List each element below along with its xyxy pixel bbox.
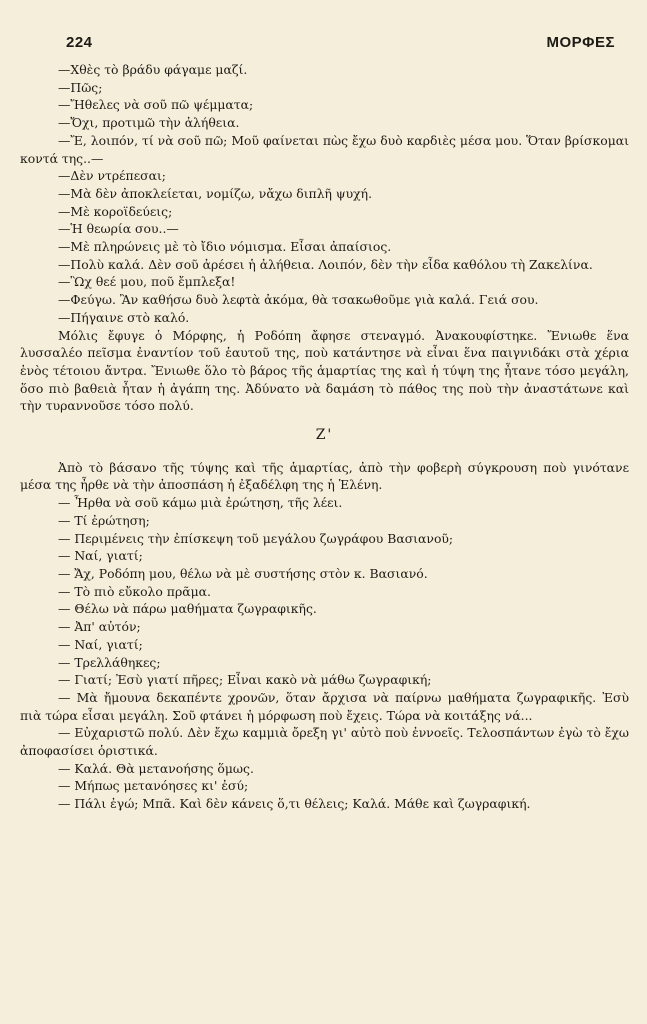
dialogue-line: —Ἔ, λοιπόν, τί νὰ σοῦ πῶ; Μοῦ φαίνεται πὼς ἔχω δυὸ καρδιὲς μέσα μου. Ὅταν βρίσκομαι κοντά της..— — [20, 132, 629, 166]
dialogue-line: —Ἤθελες νὰ σοῦ πῶ ψέμματα; — [58, 97, 254, 113]
dialogue-line: — Ἦρθα νὰ σοῦ κάμω μιὰ ἐρώτηση, τῆς λέει. — [58, 495, 343, 511]
dialogue-line: — Πάλι ἐγώ; Μπᾶ. Καὶ δὲν κάνεις ὅ,τι θέλεις; Καλά. Μάθε καὶ ζωγραφική. — [58, 796, 531, 812]
dialogue-line: —Πήγαινε στὸ καλό. — [58, 309, 190, 325]
dialogue-line: — Μὰ ἤμουνα δεκαπέντε χρονῶν, ὅταν ἄρχισα νὰ παίρνω μαθήματα ζωγραφικῆς. Ἐσὺ πιὰ τώρα εἶσαι μεγάλη. Σοῦ φτάνει ἡ μόρφωση ποὺ ἔχεις. Τώρα νὰ κοιτάξης νά... — [20, 689, 629, 723]
dialogue-line: —Ὄχι, προτιμῶ τὴν ἀλήθεια. — [58, 115, 240, 131]
dialogue-line: — Μήπως μετανόησες κι' ἐσύ; — [58, 778, 249, 794]
dialogue-line: —Πολὺ καλά. Δὲν σοῦ ἀρέσει ἡ ἀλήθεια. Λοιπόν, δὲν τὴν εἶδα καθόλου τὴ Ζακελίνα. — [58, 256, 593, 272]
dialogue-line: — Ἄχ, Ροδόπη μου, θέλω νὰ μὲ συστήσης στὸν κ. Βασιανό. — [58, 565, 428, 581]
narrative-paragraph: Μόλις ἔφυγε ὁ Μόρφης, ἡ Ροδόπη ἄφησε στεναγμό. Ἀνακουφίστηκε. Ἔνιωθε ἕνα λυσσαλέο πεῖσμα ἐναντίον τοῦ ἑαυτοῦ της, ποὺ κατάντησε νὰ εἶναι ἕνα παιγνιδάκι στὰ χέρια ἑνὸς τέτοιου ἄντρα. Ἔνιωθε ὅλο τὸ βάρος τῆς ἁμαρτίας της καὶ ἡ τύψη της ἦτανε τόσο μεγάλη, ὅσο πιὸ βαθειὰ ἦταν ἡ ἀγάπη της. Ἀδύνατο νὰ δαμάση τὸ πάθος της ποὺ τὴν ἀναστάτωνε καὶ τὴν τυραννοῦσε τόσο πολύ. — [20, 327, 629, 414]
dialogue-line: —Ἡ θεωρία σου..— — [58, 221, 179, 237]
dialogue-line: —Ὢχ θεέ μου, ποῦ ἔμπλεξα! — [58, 274, 236, 290]
dialogue-line: — Τὸ πιὸ εὔκολο πρᾶμα. — [58, 583, 211, 599]
dialogue-line: — Ναί, γιατί; — [58, 636, 143, 652]
dialogue-line: — Εὐχαριστῶ πολύ. Δὲν ἔχω καμμιὰ ὄρεξη γι' αὐτὸ ποὺ ἐννοεῖς. Τελοσπάντων ἐγὼ τὸ ἔχω ἀποφασίσει ὁριστικά. — [20, 725, 629, 759]
page-header — [66, 34, 615, 51]
dialogue-line: —Μὲ κοροϊδεύεις; — [58, 203, 173, 219]
body-text — [20, 61, 629, 813]
dialogue-line: — Ἀπ' αὐτόν; — [58, 619, 141, 635]
dialogue-line: — Τρελλάθηκες; — [58, 654, 161, 670]
dialogue-line: —Μὲ πληρώνεις μὲ τὸ ἴδιο νόμισμα. Εἶσαι ἀπαίσιος. — [58, 239, 392, 255]
dialogue-line: —Μὰ δὲν ἀποκλείεται, νομίζω, νἄχω διπλῆ ψυχή. — [58, 185, 373, 201]
narrative-paragraph: Ἀπὸ τὸ βάσανο τῆς τύψης καὶ τῆς ἁμαρτίας, ἀπὸ τὴν φοβερὴ σύγκρουση ποὺ γινότανε μέσα της ἦρθε νὰ τὴν ἀποσπάση ἡ ἐξαδέλφη της ἡ Ἑλένη. — [20, 459, 629, 493]
dialogue-line: —Χθὲς τὸ βράδυ φάγαμε μαζί. — [58, 62, 248, 77]
dialogue-line: — Καλά. Θὰ μετανοήσης ὅμως. — [58, 760, 254, 776]
section-heading: Ζ' — [315, 427, 334, 444]
dialogue-line: —Δὲν ντρέπεσαι; — [58, 168, 166, 184]
page-number: 224 — [66, 34, 93, 51]
running-title: ΜΟΡΦΕΣ — [546, 34, 615, 51]
dialogue-line: — Ναί, γιατί; — [58, 548, 143, 564]
dialogue-line: — Θέλω νὰ πάρω μαθήματα ζωγραφικῆς. — [58, 601, 317, 617]
dialogue-line: — Περιμένεις τὴν ἐπίσκεψη τοῦ μεγάλου ζωγράφου Βασιανοῦ; — [58, 530, 454, 546]
dialogue-line: — Γιατί; Ἐσὺ γιατί πῆρες; Εἶναι κακὸ νὰ μάθω ζωγραφική; — [58, 672, 432, 688]
dialogue-line: — Τί ἐρώτηση; — [58, 512, 150, 528]
dialogue-line: —Φεύγω. Ἂν καθήσω δυὸ λεφτὰ ἀκόμα, θὰ τσακωθοῦμε γιὰ καλά. Γειά σου. — [58, 292, 539, 308]
dialogue-line: —Πῶς; — [58, 79, 103, 95]
